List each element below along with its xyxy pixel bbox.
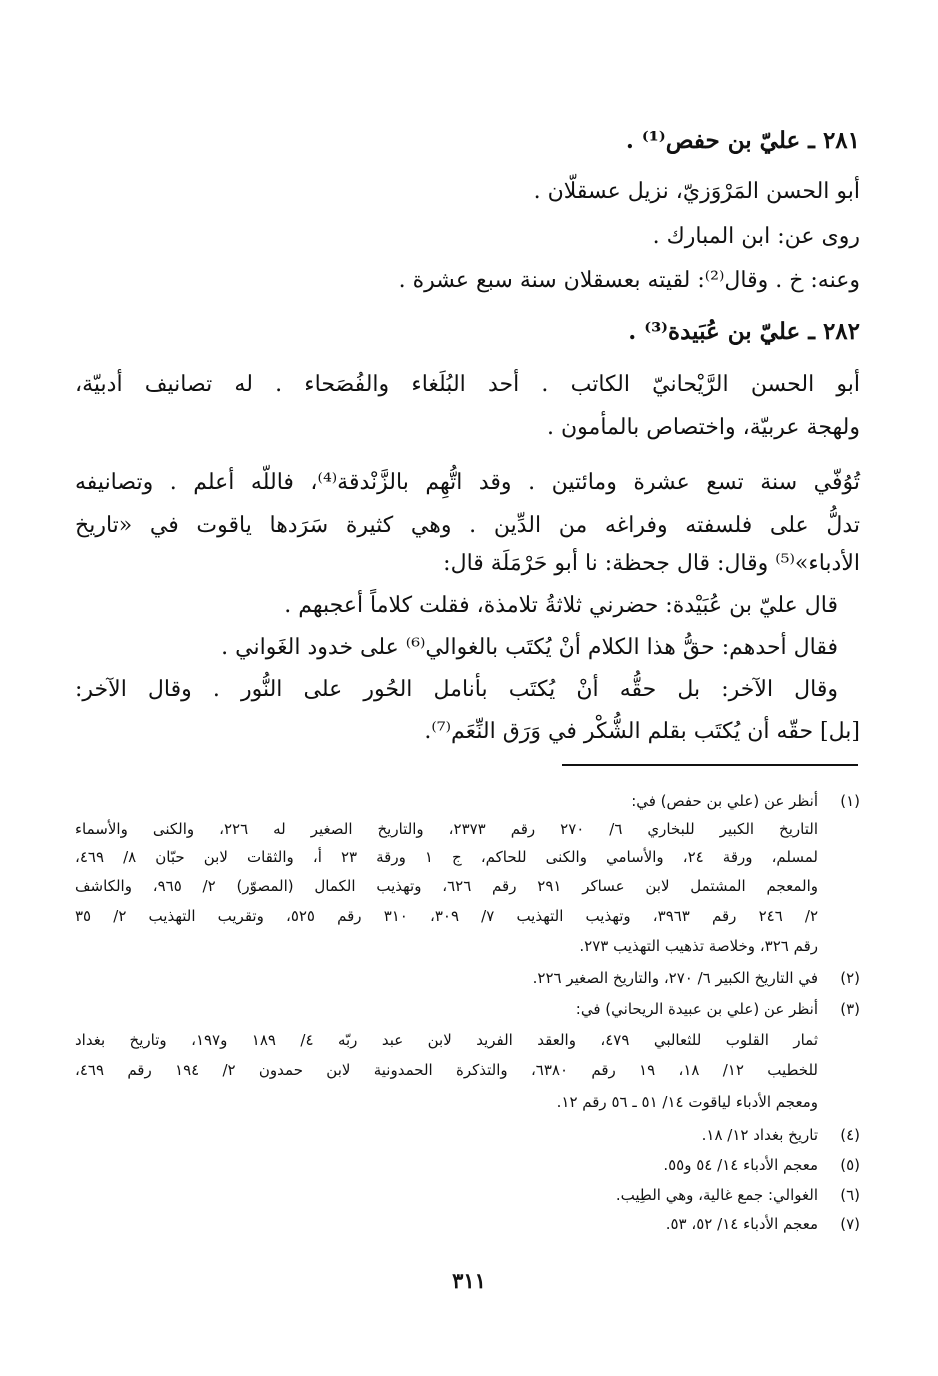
footnote-number: (٥) bbox=[840, 1156, 860, 1174]
entry-282-line-9: [بل] حقّه أن يُكتَب بقلم الشُّكْر في وَرَق النِّعَم⁽⁷⁾. bbox=[424, 719, 860, 744]
footnote-number: (٣) bbox=[840, 1000, 860, 1018]
footnote-text: معجم الأدباء ١٤/ ٥٢، ٥٣. bbox=[665, 1215, 818, 1233]
footnote-1-line-6: رقم ٣٢٦، وخلاصة تذهيب التهذيب ٢٧٣. bbox=[579, 937, 818, 955]
page-number: ٣١١ bbox=[452, 1268, 486, 1293]
entry-281-line-3: وعنه: خ . وقال⁽²⁾: لقيته بعسقلان سنة سبع عشرة . bbox=[398, 268, 860, 293]
entry-281-line-2: روى عن: ابن المبارك . bbox=[652, 224, 860, 249]
entry-282-line-8: وقال الآخر: بل حقُّه أنْ يُكتَب بأنامل الحُور على النُّور . وقال الآخر: bbox=[75, 677, 838, 702]
footnote-text: الغوالي: جمع غالية، وهي الطِيب. bbox=[615, 1186, 818, 1204]
footnote-1-line-2: التاريخ الكبير للبخاري ٦/ ٢٧٠ رقم ٢٣٧٣، والتاريخ الصغير له ٢٢٦، والكنى والأسماء bbox=[75, 820, 818, 838]
footnote-text: أنظر عن (علي بن عبيدة الريحاني) في: bbox=[575, 1000, 818, 1018]
footnote-3-line-4: ومعجم الأدباء لياقوت ١٤/ ٥١ ـ ٥٦ رقم ١٢. bbox=[556, 1093, 818, 1111]
footnote-number: (٦) bbox=[840, 1186, 860, 1204]
footnote-1-line-3: لمسلم، ورقة ٢٤، والأسامي والكنى للحاكم، ج ١ ورقة ٢٣ أ، والثقات لابن حبّان ٨/ ٤٦٩، bbox=[75, 848, 818, 866]
entry-282-line-3: تُوُفّي سنة تسع عشرة ومائتين . وقد اتُّهِم بالزَّنْدقة⁽⁴⁾، فاللّه أعلم . وتصانيفه bbox=[75, 470, 860, 495]
entry-282-line-1: أبو الحسن الرَّيْحانيّ الكاتب . أحد البُلَغاء والفُصَحاء . له تصانيف أدبيّة، bbox=[75, 372, 860, 397]
footnote-3-line-2: ثمار القلوب للثعالبي ٤٧٩، والعقد الفريد لابن عبد ربّه ٤/ ١٨٩ و١٩٧، وتاريخ بغداد bbox=[75, 1031, 818, 1049]
footnote-1-line-5: ٢/ ٢٤٦ رقم ٣٩٦٣، وتهذيب التهذيب ٧/ ٣٠٩، ٣١٠ رقم ٥٢٥، وتقريب التهذيب ٢/ ٣٥ bbox=[75, 907, 819, 925]
entry-282-line-2: ولهجة عربيّة، واختصاص بالمأمون . bbox=[547, 415, 860, 440]
entry-281-line-1: أبو الحسن المَرْوَزيّ، نزيل عسقلّان . bbox=[533, 179, 860, 204]
entry-282-line-5: الأدباء»⁽⁵⁾ وقال: قال جحظة: نا أبو حَرْمَلَة قال: bbox=[443, 551, 860, 576]
entry-282-line-7: فقال أحدهم: حقُّ هذا الكلام أنْ يُكتَب بالغوالي⁽⁶⁾ على خدود الغَواني . bbox=[221, 635, 838, 660]
footnote-number: (٧) bbox=[840, 1215, 860, 1233]
footnote-text: تاريخ بغداد ١٢/ ١٨. bbox=[701, 1126, 818, 1144]
footnote-text: في التاريخ الكبير ٦/ ٢٧٠، والتاريخ الصغير ٢٢٦. bbox=[532, 969, 818, 987]
footnote-number: (١) bbox=[840, 792, 860, 810]
entry-heading-282: ٢٨٢ ـ عليّ بن عُبَيدة⁽³⁾ . bbox=[628, 318, 860, 345]
footnote-1-line-4: والمعجم المشتمل لابن عساكر ٢٩١ رقم ٦٢٦، وتهذيب الكمال (المصوّر) ٢/ ٩٦٥، والكاشف bbox=[75, 877, 818, 895]
footnote-separator bbox=[562, 764, 858, 766]
footnote-number: (٢) bbox=[840, 969, 860, 987]
footnote-text: أنظر عن (علي بن حفص) في: bbox=[631, 792, 818, 810]
footnote-text: معجم الأدباء ١٤/ ٥٤ و٥٥. bbox=[663, 1156, 818, 1174]
entry-282-line-4: تدلُّ على فلسفته وفراغه من الدِّين . وهي كثيرة سَرَدها ياقوت في «تاريخ bbox=[75, 513, 860, 538]
footnote-3-line-3: للخطيب ١٢/ ١٨، ١٩ رقم ٦٣٨٠، والتذكرة الحمدونية لابن حمدون ٢/ ١٩٤ رقم ٤٦٩، bbox=[75, 1061, 819, 1079]
entry-heading-281: ٢٨١ ـ عليّ بن حفص⁽¹⁾ . bbox=[625, 127, 860, 154]
footnote-number: (٤) bbox=[840, 1126, 860, 1144]
entry-282-line-6: قال عليّ بن عُبَيْدة: حضرني ثلاثةُ تلامذة، فقلت كلاماً أعجبهم . bbox=[284, 593, 838, 618]
